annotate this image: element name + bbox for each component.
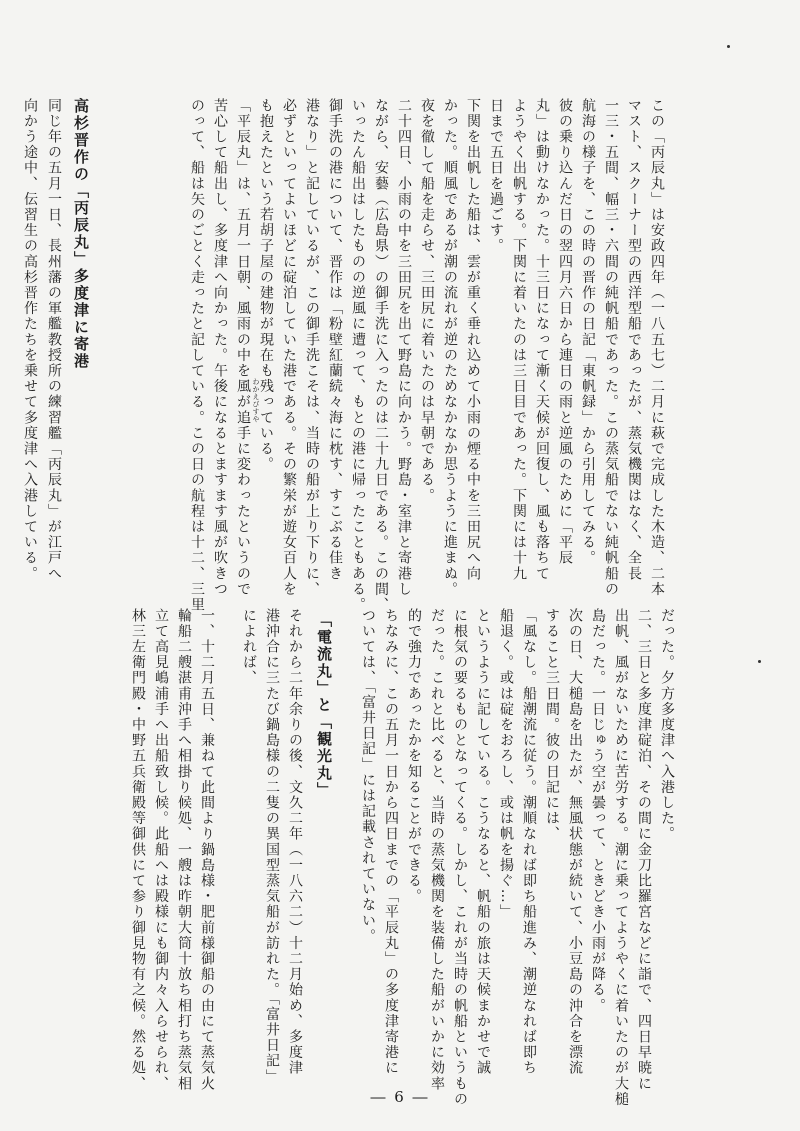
text-column: 出帆、風がないために苦労する。潮に乗ってようやくに着いたのが大槌: [613, 608, 629, 1108]
text-column: 港なり」と記しているが、この御手洗こそは、当時の船が上り下りに、: [304, 98, 320, 598]
text-column: だった。夕方多度津へ入港した。: [659, 608, 675, 842]
text-column: 一三・五間、幅三・六間の純帆船であった。この蒸気船でない純帆船の: [603, 98, 619, 598]
text-column: に根気の要るものとなってくる。しかし、これが当時の帆船というもの: [452, 608, 468, 1108]
quote-column: 一、十二月五日、兼ねて此間より鍋島様・肥前様御船の由にて蒸気火: [199, 608, 215, 1092]
text-column: 日まで五日を過ごす。: [488, 98, 504, 254]
quote-column: 立て高見嶋浦手へ出船致し候。此船へは殿様にも御内々入らせられ、: [153, 608, 169, 1092]
text-column: この「丙辰丸」は安政四年（一八五七）二月に萩で完成した木造、二本: [649, 98, 665, 598]
text-column: 丸」は動けなかった。十三日になって漸く天候が回復し、風も落ちて: [534, 98, 550, 582]
text-column: 苦心して船出し、多度津へ向かった。午後になるとますます風が吹きつ: [212, 98, 228, 598]
scan-speck: [727, 45, 730, 48]
page-number: ― 6 ―: [370, 1088, 430, 1106]
quote-column: 林三左衛門殿・中野五兵衛殿等御供にて参り御見物有之候。然る処、: [130, 608, 146, 1092]
text-column: 二、三日と多度津碇泊、その間に金刀比羅宮などに詣で、四日早暁に: [636, 608, 652, 1092]
text-column: 港沖合に三たび鍋島様の二隻の異国型蒸気船が訪れた。「富井日記」: [264, 608, 280, 1085]
text-column: ながら、安藝（広島県）の御手洗に入ったのは二十九日である。この間、: [373, 98, 389, 613]
text-column: 必ずといってよいほどに碇泊していた港である。その繁栄が遊女百人を: [281, 98, 297, 598]
quote-column: 輪船二艘湛甫沖手へ相掛り候処、一艘は昨朝大筒十放ち相打ち蒸気相: [176, 608, 192, 1092]
text-column: 同じ年の五月一日、長州藩の軍艦教授所の練習艦「丙辰丸」が江戸へ: [46, 98, 62, 582]
text-column: それから二年余りの後、文久二年（一八六二）十二月始め、多度津: [287, 608, 303, 1076]
text-column: というように記している。こうなると、帆船の旅は天候まかせで誠: [475, 608, 491, 1076]
text-column: ようやく出帆する。下関に着いたのは三日目であった。下関には十九: [511, 98, 527, 582]
text-column: マスト、スクーナー型の西洋型船であったが、蒸気機関はなく、全長: [626, 98, 642, 582]
text-column: 夜を徹して船を走らせ、三田尻に着いたのは早朝である。: [419, 98, 435, 504]
furigana-ruby: わかえびすや: [252, 378, 260, 423]
text-column: 「平辰丸」は、五月一日朝、風雨の中を風が追手に変わったというので: [235, 98, 251, 598]
section-heading-denryumaru-kankomaru: 「電流丸」と「観光丸」: [315, 612, 333, 799]
text-column: 二十四日、小雨の中を三田尻を出て野島に向かう。野島・室津と寄港し: [396, 98, 412, 598]
section-heading-heishinmaru: 高杉晋作の「丙辰丸」多度津に寄港: [72, 98, 90, 370]
text-column: ちなみに、この五月一日から四日までの「平辰丸」の多度津寄港に: [383, 608, 399, 1076]
text-column: 船退く。或は碇をおろし、或は帆を揚ぐ…」: [498, 608, 514, 920]
text-column: かった。順風であるが潮の流れが逆のためなかなか思うように進まぬ。: [442, 98, 458, 598]
text-column: も抱えたという若胡子屋の建物が現在も残っている。: [258, 98, 274, 473]
scan-speck: [758, 660, 761, 663]
text-column: すること三日間。彼の日記には、: [544, 608, 560, 842]
text-column: 「風なし。船潮流に従う。潮順なれば即ち船進み、潮逆なれば即ち: [521, 608, 537, 1076]
text-column: 向かう途中、伝習生の高杉晋作たちを乗せて多度津へ入港している。: [22, 98, 38, 582]
text-column: 航海の様子を、この時の晋作の日記「東帆録」から引用してみる。: [580, 98, 596, 566]
text-column: 島だった。一日じゅう空が曇って、ときどき小雨が降る。: [590, 608, 606, 1014]
text-column: 彼の乗り込んだ日の翌四月六日から連日の雨と逆風のために「平辰: [557, 98, 573, 566]
text-column: だった。これと比べると、当時の蒸気機関を装備した船がいかに効率: [429, 608, 445, 1092]
text-column: 的で強力であったかを知ることができる。: [406, 608, 422, 905]
text-column: ついては、「富井日記」には記載されていない。: [360, 608, 376, 945]
text-column: いったん船出はしたものの逆風に遭って、もとの港に帰ったこともある。: [350, 98, 366, 613]
text-column: によれば、: [241, 608, 257, 686]
text-column: 御手洗の港について、晋作は「粉壁紅蘭続々海に枕す、すこぶる佳き: [327, 98, 343, 582]
text-column: 次の日、大槌島を出たが、無風状態が続いて、小豆島の沖合を漂流: [567, 608, 583, 1076]
text-column: のって、船は矢のごとく走ったと記している。この日の航程は十二、三里: [189, 98, 205, 613]
text-column: 下関を出帆した船は、雲が重く垂れ込めて小雨の煙る中を三田尻へ向: [465, 98, 481, 582]
